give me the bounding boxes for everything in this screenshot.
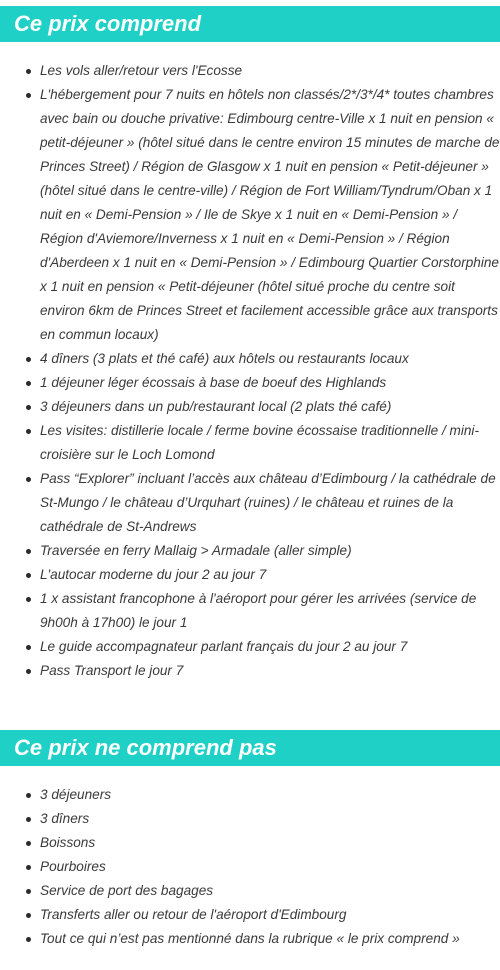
included-section-title: Ce prix comprend — [0, 6, 500, 42]
list-item: 3 déjeuners — [0, 783, 500, 807]
list-item: L'hébergement pour 7 nuits en hôtels non classés/2*/3*/4* toutes chambres avec bain ou douche privative: Edimbourg centre-Ville x 1 nuit en pension « petit-déjeuner » (hôtel situé dans le centre environ 15 minutes de marche de Princes Street) / Région de Glasgow x 1 nuit en pension « Petit-déjeuner » (hôtel situé dans le centre-ville) / Région de Fort William/Tyndrum/Oban x 1 nuit en « Demi-Pension » / Ile de Skye x 1 nuit en « Demi-Pension » / Région d'Aviemore/Inverness x 1 nuit en « Demi-Pension » / Région d'Aberdeen x 1 nuit en « Demi-Pension » / Edimbourg Quartier Corstorphine x 1 nuit en pension « Petit-déjeuner (hôtel situé proche du centre soit environ 6km de Princes Street et facilement accessible grâce aux transports en commun locaux) — [0, 83, 500, 347]
list-item: Service de port des bagages — [0, 879, 500, 903]
list-item: Pourboires — [0, 855, 500, 879]
included-list — [0, 59, 500, 683]
included-section — [0, 6, 500, 683]
list-item: Le guide accompagnateur parlant français du jour 2 au jour 7 — [0, 635, 500, 659]
excluded-list — [0, 783, 500, 951]
list-item: 3 déjeuners dans un pub/restaurant local (2 plats thé café) — [0, 395, 500, 419]
list-item: Boissons — [0, 831, 500, 855]
list-item: L'autocar moderne du jour 2 au jour 7 — [0, 563, 500, 587]
list-item: Transferts aller ou retour de l'aéroport d'Edimbourg — [0, 903, 500, 927]
list-item: Les vols aller/retour vers l'Ecosse — [0, 59, 500, 83]
list-item: 3 dîners — [0, 807, 500, 831]
list-item: 1 déjeuner léger écossais à base de boeuf des Highlands — [0, 371, 500, 395]
list-item: Les visites: distillerie locale / ferme bovine écossaise traditionnelle / mini-croisière sur le Loch Lomond — [0, 419, 500, 467]
list-item: 4 dîners (3 plats et thé café) aux hôtels ou restaurants locaux — [0, 347, 500, 371]
list-item: Tout ce qui n’est pas mentionné dans la rubrique « le prix comprend » — [0, 927, 500, 951]
list-item: Traversée en ferry Mallaig > Armadale (aller simple) — [0, 539, 500, 563]
list-item: Pass Transport le jour 7 — [0, 659, 500, 683]
excluded-section-title: Ce prix ne comprend pas — [0, 730, 500, 766]
list-item: 1 x assistant francophone à l'aéroport pour gérer les arrivées (service de 9h00h à 17h00) le jour 1 — [0, 587, 500, 635]
list-item: Pass “Explorer” incluant l’accès aux château d’Edimbourg / la cathédrale de St-Mungo / le château d’Urquhart (ruines) / le château et ruines de la cathédrale de St-Andrews — [0, 467, 500, 539]
excluded-section — [0, 730, 500, 951]
